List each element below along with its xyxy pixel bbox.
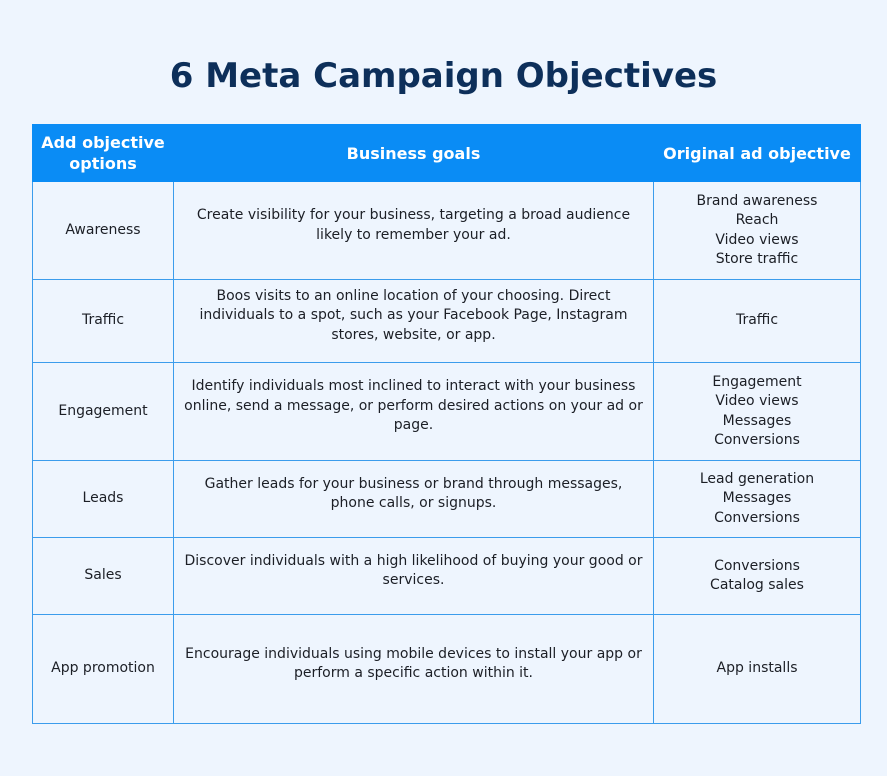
ad-objective-item: Messages (722, 490, 792, 507)
ad-objective-item: Conversions (714, 432, 800, 448)
table-row (33, 538, 861, 615)
ad-objective-item: App installs (716, 660, 798, 677)
business-goal-text: Create visibility for your business, targeting a broad audience likely to remember your ad. (196, 207, 631, 243)
ad-objective-item: Reach (735, 212, 779, 228)
objective-option-cell: Traffic (33, 280, 174, 363)
business-goal-cell (174, 538, 654, 615)
original-ad-objective-cell (654, 363, 861, 461)
original-ad-objective-cell (654, 280, 861, 363)
ad-objective-item: Brand awareness (696, 192, 818, 209)
ad-objective-item: Messages (722, 412, 792, 429)
ad-objective-item: Video views (715, 393, 799, 409)
table-row (33, 182, 861, 280)
objective-option-cell: Awareness (33, 182, 174, 280)
business-goal-text: Gather leads for your business or brand through messages, phone calls, or signups. (204, 475, 623, 511)
business-goal-text: Identify individuals most inclined to interact with your business online, send a message, or perform desired actions on your ad or page. (184, 378, 643, 434)
business-goal-cell (174, 363, 654, 461)
table-row (33, 363, 861, 461)
objective-option-cell: Engagement (33, 363, 174, 461)
objectives-table (32, 124, 861, 724)
table-row (33, 615, 861, 724)
ad-objective-item: Video views (715, 231, 799, 248)
original-ad-objective-cell (654, 538, 861, 615)
ad-objective-item: Catalog sales (710, 577, 804, 593)
header-original-ad-objective: Original ad objective (654, 125, 861, 182)
business-goal-cell (174, 280, 654, 363)
header-business-goals: Business goals (174, 125, 654, 182)
objective-option-cell: Leads (33, 461, 174, 538)
page-title: 6 Meta Campaign Objectives (169, 56, 718, 96)
objective-option-cell: App promotion (33, 615, 174, 724)
ad-objective-item: Engagement (712, 373, 802, 390)
ad-objective-item: Conversions (714, 509, 800, 526)
header-add-objective-options: Add objective options (33, 125, 174, 182)
business-goal-text: Boos visits to an online location of your choosing. Direct individuals to a spot, such as your Facebook Page, Instagram stores, website, or app. (199, 287, 628, 343)
business-goal-cell (174, 461, 654, 538)
original-ad-objective-cell (654, 461, 861, 538)
objective-option-cell: Sales (33, 538, 174, 615)
business-goal-cell (174, 615, 654, 724)
business-goal-text: Discover individuals with a high likelihood of buying your good or services. (184, 552, 643, 588)
ad-objective-item: Store traffic (715, 251, 799, 267)
table-row (33, 461, 861, 538)
original-ad-objective-cell (654, 182, 861, 280)
business-goal-cell (174, 182, 654, 280)
table-row (33, 280, 861, 363)
ad-objective-item: Lead generation (699, 470, 815, 487)
ad-objective-item: Traffic (735, 312, 779, 329)
business-goal-text: Encourage individuals using mobile devices to install your app or perform a specific action within it. (185, 645, 642, 681)
table-header-row (33, 125, 861, 182)
original-ad-objective-cell (654, 615, 861, 724)
ad-objective-item: Conversions (714, 557, 800, 574)
